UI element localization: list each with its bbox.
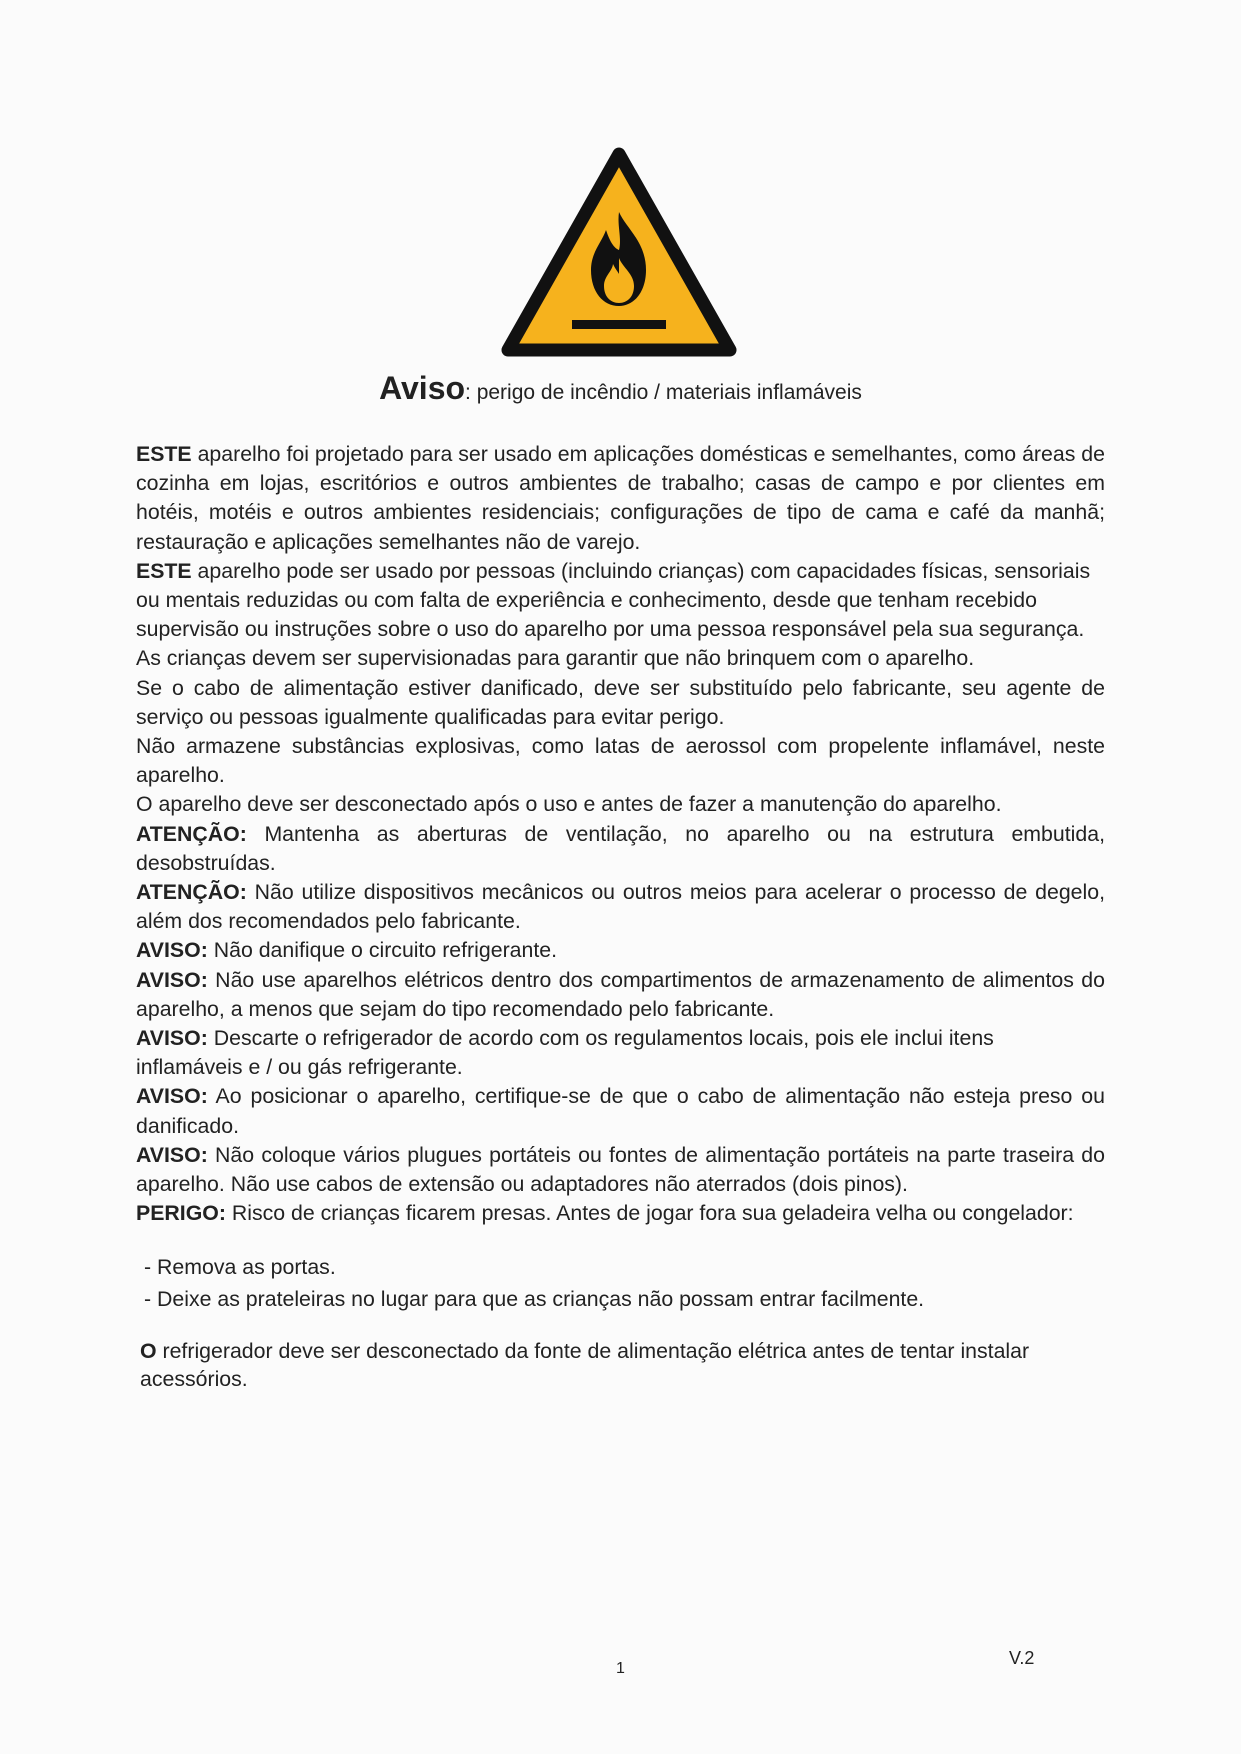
paragraph-label: AVISO:: [136, 1084, 208, 1109]
paragraph-label: ATENÇÃO:: [136, 880, 247, 905]
paragraph: [136, 1199, 1105, 1228]
paragraph-text: Descarte o refrigerador de acordo com os regulamentos locais, pois ele inclui itens inflamáveis e / ou gás refrigerante.: [136, 1026, 994, 1080]
paragraph: [136, 790, 1105, 819]
instructions-body: [136, 440, 1105, 1393]
paragraph: [136, 966, 1105, 1024]
paragraph-label: AVISO:: [136, 1142, 208, 1167]
paragraph-label: AVISO:: [136, 967, 208, 992]
list-item: - Deixe as prateleiras no lugar para que as crianças não possam entrar facilmente.: [144, 1287, 925, 1312]
paragraph-text: aparelho foi projetado para ser usado em aplicações domésticas e semelhantes, como áreas de cozinha em lojas, escritórios e outros ambientes de trabalho; casas de campo e por clientes em hotéis, motéis e outros ambientes residenciais; configurações de tipo de cama e café da manhã; restauração e aplicações semelhantes não de varejo.: [136, 442, 1105, 554]
paragraph-label: PERIGO:: [136, 1201, 226, 1226]
paragraph-label: AVISO:: [136, 938, 208, 963]
paragraph: [136, 936, 1105, 965]
paragraph-text: Não danifique o circuito refrigerante.: [207, 938, 558, 963]
paragraph-text: O aparelho deve ser desconectado após o uso e antes de fazer a manutenção do aparelho.: [136, 792, 1002, 817]
paragraph: [136, 732, 1105, 790]
final-note-label: O: [140, 1339, 157, 1364]
paragraph: [136, 1141, 1105, 1199]
list-item: - Remova as portas.: [144, 1255, 336, 1280]
paragraph-label: ESTE: [136, 442, 192, 466]
paragraph-label: AVISO:: [136, 1026, 208, 1051]
title-keyword: Aviso: [379, 370, 466, 406]
paragraph: [136, 440, 1105, 557]
paragraph-text: aparelho pode ser usado por pessoas (incluindo crianças) com capacidades físicas, sensoriais ou mentais reduzidas ou com falta de experiência e conhecimento, desde que tenham recebido supervisão ou instruções sobre o uso do aparelho por uma pessoa responsável pela sua segurança. As crianças devem ser supervisionadas para garantir que não brinquem com o aparelho.: [136, 558, 1091, 671]
title-text: : perigo de incêndio / materiais inflamáveis: [465, 381, 862, 404]
final-note-text: refrigerador deve ser desconectado da fonte de alimentação elétrica antes de tentar instalar acessórios.: [140, 1339, 1030, 1391]
page-number: 1: [616, 1660, 625, 1677]
paragraph-text: Ao posicionar o aparelho, certifique-se de que o cabo de alimentação não esteja preso ou danificado.: [136, 1084, 1105, 1138]
paragraph-text: Não armazene substâncias explosivas, como latas de aerossol com propelente inflamável, neste aparelho.: [136, 734, 1105, 788]
disposal-steps-list: [144, 1251, 1105, 1315]
paragraph-text: Risco de crianças ficarem presas. Antes de jogar fora sua geladeira velha ou congelador:: [225, 1201, 1074, 1226]
flammable-warning-triangle-icon: [500, 146, 738, 358]
paragraph-text: Não use aparelhos elétricos dentro dos compartimentos de armazenamento de alimentos do aparelho, a menos que sejam do tipo recomendado pelo fabricante.: [136, 967, 1105, 1021]
paragraph: [136, 820, 1105, 878]
paragraph: [136, 1082, 1105, 1140]
paragraph: [136, 557, 1105, 674]
paragraph-text: Não coloque vários plugues portáteis ou fontes de alimentação portáteis na parte traseira do aparelho. Não use cabos de extensão ou adaptadores não aterrados (dois pinos).: [136, 1142, 1105, 1197]
final-note: [140, 1338, 1105, 1393]
paragraph-text: Se o cabo de alimentação estiver danificado, deve ser substituído pelo fabricante, seu agente de serviço ou pessoas igualmente qualificadas para evitar perigo.: [136, 675, 1105, 729]
paragraph: [136, 674, 1105, 732]
version-label: V.2: [1009, 1648, 1035, 1668]
paragraph-label: ATENÇÃO:: [136, 821, 247, 846]
paragraph-label: ESTE: [136, 558, 192, 583]
paragraph: [136, 878, 1105, 936]
warning-title: [0, 370, 1241, 407]
paragraph-text: Mantenha as aberturas de ventilação, no aparelho ou na estrutura embutida, desobstruídas.: [136, 821, 1105, 875]
paragraph: [136, 1024, 1105, 1082]
paragraph-text: Não utilize dispositivos mecânicos ou outros meios para acelerar o processo de degelo, além dos recomendados pelo fabricante.: [136, 880, 1105, 934]
